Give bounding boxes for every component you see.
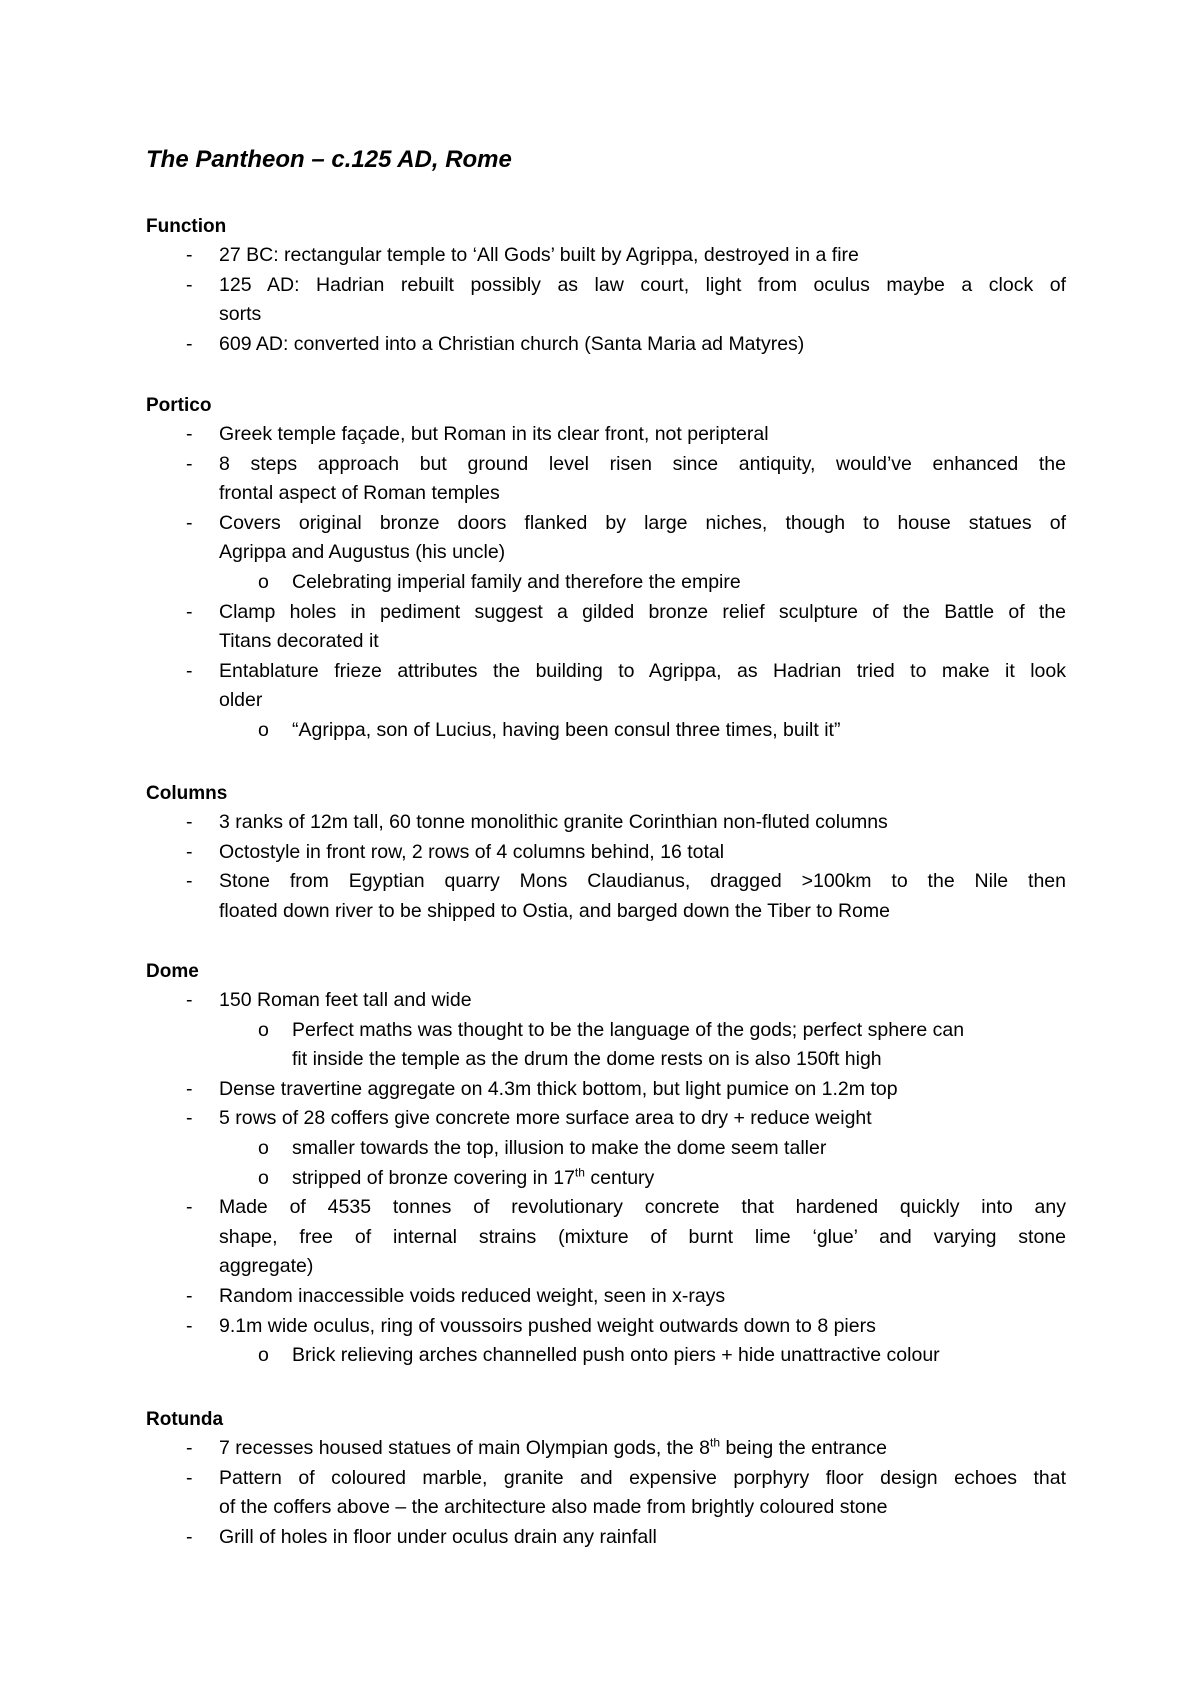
section-heading: Portico (146, 395, 212, 416)
superscript: th (574, 1165, 585, 1180)
bullet-continuation: of the coffers above – the architecture also made from brightly coloured stone (219, 1496, 888, 1519)
section-columns (146, 779, 1066, 926)
section-portico (146, 391, 1066, 746)
bullet-item: - Entablature frieze attributes the building to Agrippa, as Hadrian tried to make it look (146, 657, 1066, 687)
bullet-continuation: frontal aspect of Roman temples (219, 482, 500, 505)
bullet-continuation: Titans decorated it (219, 630, 379, 653)
bullet-item: - Made of 4535 tonnes of revolutionary concrete that hardened quickly into any (146, 1193, 1066, 1223)
bullet-item: - Dense travertine aggregate on 4.3m thick bottom, but light pumice on 1.2m top (146, 1075, 1066, 1105)
dash-bullet: - (186, 870, 193, 893)
bullet-item: - 150 Roman feet tall and wide (146, 986, 1066, 1016)
bullet-item: - 125 AD: Hadrian rebuilt possibly as law court, light from oculus maybe a clock of (146, 271, 1066, 301)
dash-bullet: - (186, 1466, 193, 1489)
dash-bullet: - (186, 840, 193, 863)
dash-bullet: - (186, 989, 193, 1011)
bullet-item: - 609 AD: converted into a Christian church (Santa Maria ad Matyres) (146, 330, 1066, 360)
sub-bullet-item: o Perfect maths was thought to be the language of the gods; perfect sphere can (146, 1016, 1066, 1046)
bullet-continuation: Agrippa and Augustus (his uncle) (219, 541, 506, 564)
bullet-item: - 9.1m wide oculus, ring of voussoirs pushed weight outwards down to 8 piers (146, 1312, 1066, 1342)
dash-bullet: - (186, 1077, 193, 1100)
sub-bullet-item: o stripped of bronze covering in 17th century (146, 1164, 1066, 1194)
bullet-item: - Clamp holes in pediment suggest a gilded bronze relief sculpture of the Battle of the (146, 598, 1066, 628)
bullet-item: - Stone from Egyptian quarry Mons Claudianus, dragged >100km to the Nile then (146, 867, 1066, 897)
bullet-item: - 5 rows of 28 coffers give concrete more surface area to dry + reduce weight (146, 1104, 1066, 1134)
section-rotunda (146, 1405, 1066, 1552)
section-heading: Columns (146, 783, 228, 804)
bullet-continuation: shape, free of internal strains (mixture of burnt lime ‘glue’ and varying stone (219, 1225, 1066, 1248)
bullet-continuation: older (219, 689, 263, 712)
bullet-item: - Random inaccessible voids reduced weight, seen in x-rays (146, 1282, 1066, 1312)
section-function (146, 212, 1066, 359)
circle-bullet: o (258, 1136, 269, 1159)
circle-bullet: o (258, 570, 269, 593)
circle-bullet: o (258, 1344, 269, 1367)
section-heading: Dome (146, 961, 199, 982)
bullet-item: - Grill of holes in floor under oculus drain any rainfall (146, 1523, 1066, 1553)
sub-bullet-item: o Brick relieving arches channelled push onto piers + hide unattractive colour (146, 1341, 1066, 1371)
dash-bullet: - (186, 1107, 193, 1130)
dash-bullet: - (186, 273, 193, 296)
dash-bullet: - (186, 1196, 193, 1219)
superscript: th (710, 1435, 721, 1450)
sub-bullet-continuation: fit inside the temple as the drum the dome rests on is also 150ft high (292, 1048, 882, 1071)
dash-bullet: - (186, 600, 193, 623)
bullet-item: - Octostyle in front row, 2 rows of 4 columns behind, 16 total (146, 838, 1066, 868)
circle-bullet: o (258, 718, 269, 741)
bullet-item: - Pattern of coloured marble, granite and expensive porphyry floor design echoes that (146, 1464, 1066, 1494)
dash-bullet: - (186, 811, 193, 833)
circle-bullet: o (258, 1166, 269, 1189)
dash-bullet: - (186, 423, 193, 445)
bullet-item: - 3 ranks of 12m tall, 60 tonne monolithic granite Corinthian non-fluted columns (146, 808, 1066, 838)
section-heading: Rotunda (146, 1409, 224, 1430)
section-heading: Function (146, 216, 227, 237)
dash-bullet: - (186, 244, 193, 266)
dash-bullet: - (186, 452, 193, 475)
dash-bullet: - (186, 1284, 193, 1307)
bullet-item: - 8 steps approach but ground level risen since antiquity, would’ve enhanced the (146, 450, 1066, 480)
bullet-item: - 7 recesses housed statues of main Olympian gods, the 8th being the entrance (146, 1434, 1066, 1464)
dash-bullet: - (186, 511, 193, 534)
bullet-item: - Covers original bronze doors flanked by large niches, though to house statues of (146, 509, 1066, 539)
dash-bullet: - (186, 332, 193, 355)
page-title: The Pantheon – c.125 AD, Rome (146, 146, 512, 173)
circle-bullet: o (258, 1018, 269, 1041)
bullet-item: - 27 BC: rectangular temple to ‘All Gods’ built by Agrippa, destroyed in a fire (146, 241, 1066, 271)
dash-bullet: - (186, 1314, 193, 1337)
dash-bullet: - (186, 659, 193, 682)
section-dome (146, 957, 1066, 1371)
sub-bullet-item: o Celebrating imperial family and therefore the empire (146, 568, 1066, 598)
sub-bullet-item: o smaller towards the top, illusion to make the dome seem taller (146, 1134, 1066, 1164)
bullet-continuation: floated down river to be shipped to Ostia, and barged down the Tiber to Rome (219, 899, 890, 922)
bullet-continuation: aggregate) (219, 1255, 314, 1278)
sub-bullet-item: o “Agrippa, son of Lucius, having been consul three times, built it” (146, 716, 1066, 746)
dash-bullet: - (186, 1437, 193, 1459)
bullet-continuation: sorts (219, 303, 262, 326)
bullet-item: - Greek temple façade, but Roman in its clear front, not peripteral (146, 420, 1066, 450)
dash-bullet: - (186, 1525, 193, 1548)
